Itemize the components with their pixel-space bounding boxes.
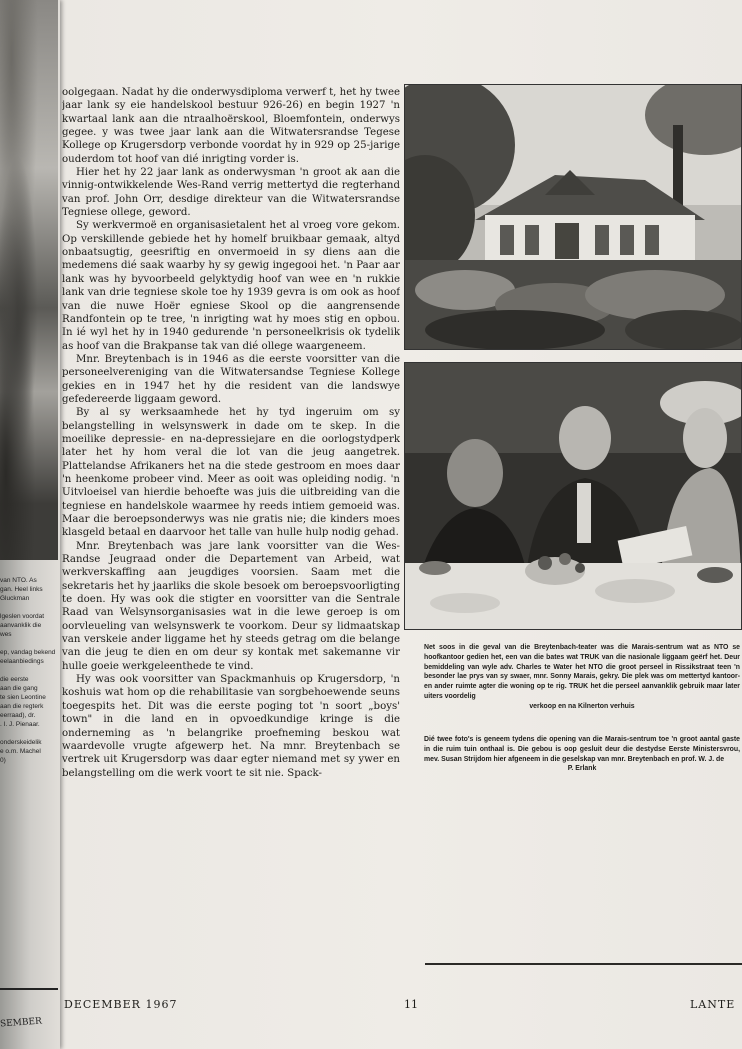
caption-text: Dié twee foto's is geneem tydens die opening van die Marais-sentrum toe 'n groot aantal gaste in die ruim tuin onthaal is. Die gebou is oop gesluit deur die destydse Eerste Ministersvrou, mev. Susan Strijdom hier afgeneem in die geselskap van mnr. Breytenbach en prof. W. J. de — [424, 736, 740, 763]
previous-page-caption-line — [0, 729, 60, 738]
previous-page-caption-line: aan die gang — [0, 685, 38, 692]
previous-page-caption-line: gan. Heel links — [0, 586, 43, 593]
article-paragraph: Sy werkvermoë en organisasietalent het al vroeg vore gekom. Op verskillende gebiede het hy homelf bruikbaar gemaak, altyd onbaatsugtig, geesriftig en onvermoeid in sy diens aan die medemens dié saak waarby hy sy gewig ingegooi het. 'n Paar aar lank was hy byvoorbeeld gelyktydig hoof van wee en 'n rukkie lank van drie tegniese skole toe hy 1939 gevra is om ook as hoof van die nuwe Hoër egniese Skool op die aangrensende Randfontein op te tree, 'n inrigting wat hy moes stig en opbou. In ié wyl het hy in 1940 gedurende 'n personeelkrisis ok tydelik as hoof van die Brakpanse tak van dié ollege waargeneem. — [62, 220, 400, 352]
article-paragraph: oolgegaan. Nadat hy die onderwysdiploma verwerf t, het hy twee jaar lank sy eie handelskool bestuur 926-26) en begin 1927 'n kwartaal lank aan die ntraalhoërskool, Bloemfontein, onderwys gegee. y was twee jaar lank aan die Witwatersrandse Tegese Kollege op Krugersdorp verbonde voordat hy in 929 op 25-jarige ouderdom tot hoof van dié inrigting vorder is. — [62, 87, 400, 165]
article-paragraph: Mnr. Breytenbach was jare lank voorsitter van die Wes-Randse Jeugraad onder die Departement van Arbeid, wat werkverskaffing aan jeugdiges voorsien. Saam met die sekretaris het hy jaarliks die skole besoek om beroepsvoorligting te doen. Hy was ook die stigter en voorsitter van die Sentrale Raad van Welsynsorganisasies wat in die lewe geroep is om oorvleueling van welsynswerk te voorkom. Deur sy lidmaatskap van verskeie ander liggame het hy steeds getrag om die belange van die jeug te dien en om deur sy kontak met sakemanne vir hulle goeie werkgeleenthede te vind. — [62, 540, 400, 672]
previous-page-caption-line — [0, 603, 60, 612]
previous-page-caption-line: aan die regterk — [0, 703, 44, 710]
previous-page-footer: SEMBER — [0, 1016, 43, 1030]
previous-page-caption-line: onderskeidelik — [0, 739, 42, 746]
previous-page-caption-line: eelaanbiedings — [0, 658, 44, 665]
article-paragraph: Hier het hy 22 jaar lank as onderwysman 'n groot ak aan die vinnig-ontwikkelende Wes-Rand verrig mettertyd die regterhand van prof. John Orr, desdige direkteur van die Witwatersrandse Tegniese ollege, geword. — [62, 167, 400, 219]
previous-page-caption-line: wes — [0, 631, 12, 638]
previous-page-caption-line — [0, 666, 60, 675]
previous-page-caption-line: eerraad), dr. — [0, 712, 36, 719]
previous-page-caption-line: lgeslen voordat — [0, 613, 45, 620]
previous-page-caption — [0, 576, 60, 765]
article-paragraph: Mnr. Breytenbach is in 1946 as die eerste voorsitter van die personeelvereniging van die Witwatersandse Tegniese Kollege gekies en in 1947 het hy die resident van die landswye gefedereerde liggaam geword. — [62, 353, 400, 405]
three-guests-at-table-photo — [404, 362, 742, 630]
guests-illustration — [405, 363, 741, 629]
article-text-column — [62, 86, 400, 976]
previous-page-caption-line: die eerste — [0, 676, 29, 683]
previous-page-caption-line: Gluckman — [0, 595, 30, 602]
previous-page-photo — [0, 0, 58, 560]
article-paragraph: Hy was ook voorsitter van Spackmanhuis op Krugersdorp, 'n koshuis wat hom op die rehabilitasie van sorgbehoewende seuns toegespits het. Dit was die eerste poging tot 'n soort „boys' town" in die land en in opvoedkundige kringe is die onderneming as 'n belangrike proefneming beskou wat waardevolle vrugte afgewerp het. Na mnr. Breytenbach se vertrek uit Krugersdorp was daar egter niemand met sy ywer en belangstelling om die werk voort te sit nie. Spack- — [62, 674, 400, 779]
caption-text: Net soos in die geval van die Breytenbach-teater was die Marais-sentrum wat as NTO se hoofkantoor gedien het, een van die bates wat TRUK van die nasionale liggaam geërf het. Deur bemiddeling van wyle adv. Charles te Water het NTO die groot perseel in Rissikstraat teen 'n besonder lae prys van sy swaer, mnr. Sonny Marais, gekry. Die plek was om mettertyd kantoor- en ander ruimte agter die woning op te rig. TRUK het die perseel aanvanklik gebruik maar later uiters voordelig — [424, 644, 740, 700]
previous-page-caption-line: te sien Leontine — [0, 694, 46, 701]
previous-page-caption-line — [0, 639, 60, 648]
footer-issue-date: DECEMBER 1967 — [64, 998, 178, 1011]
previous-page-rule — [0, 988, 58, 990]
previous-page-caption-line: e o.m. Machel — [0, 748, 41, 755]
previous-page-caption-line: ep, vandag bekend — [0, 649, 56, 656]
previous-page-caption-line: 0) — [0, 757, 6, 764]
previous-page-edge — [0, 0, 60, 1049]
caption-last-line: P. Erlank — [567, 765, 597, 773]
page-number: 11 — [404, 998, 418, 1011]
previous-page-caption-line: . I. J. Pienaar. — [0, 721, 40, 728]
caption-last-line: verkoop en na Kilnerton verhuis — [529, 702, 635, 710]
column-end-rule — [425, 963, 742, 965]
previous-page-caption-line: aanvanklik die — [0, 622, 42, 629]
photo-caption-second — [424, 735, 740, 797]
building-garden-photo — [404, 84, 742, 350]
building-garden-illustration — [405, 85, 741, 349]
previous-page-caption-line: van NTO. As — [0, 577, 37, 584]
photo-caption-first — [424, 643, 740, 729]
article-paragraph: By al sy werksaamhede het hy tyd ingeruim om sy belangstelling in welsynswerk in dade om te skep. In die moeilike depressie- en na-depressiejare en die oorlogstydperk later het hy hom veral die lot van die jeug aangetrek. Plattelandse Afrikaners het na die stede gestroom en moes daar 'n heenkome probeer vind. Meer as ooit was opleiding nodig. 'n Uitvloeisel van hierdie behoefte was juis die uitbreiding van die tegniese en handelskole waarmee hy reeds intiem gemoeid was. Maar die beroepsonderwys was nie gratis nie; die kinders moes klasgeld betaal en daarvoor het talle van hulle hulp nodig gehad. — [62, 407, 400, 539]
magazine-name: LANTE — [690, 998, 736, 1011]
